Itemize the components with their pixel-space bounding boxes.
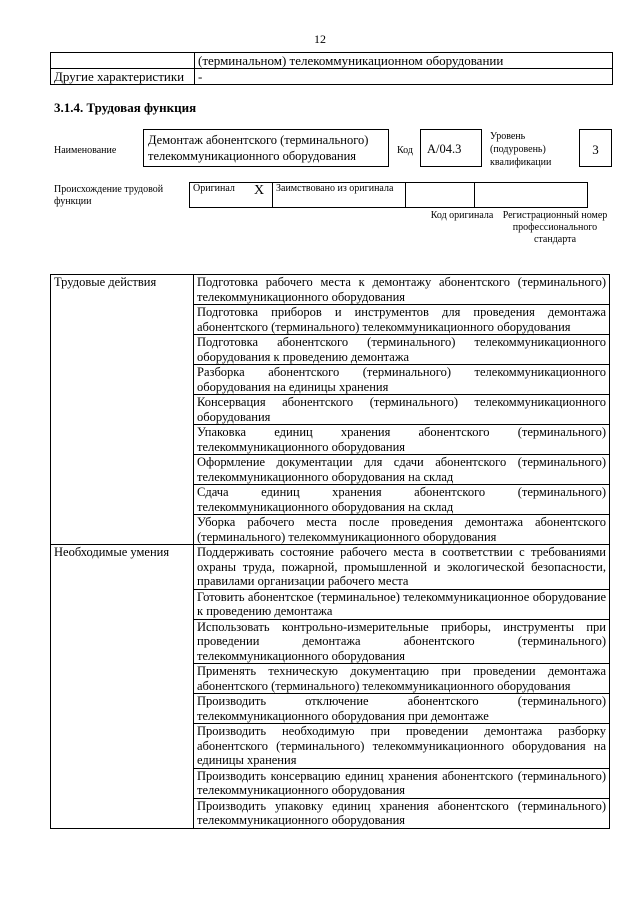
list-item: Консервация абонентского (терминального) телекоммуникационного оборудования [194, 395, 610, 425]
original-code-cell [406, 183, 475, 208]
labor-actions-label: Трудовые действия [51, 275, 194, 545]
characteristics-table [50, 52, 613, 85]
reg-caption: Регистрационный номер профессионального стандарта [502, 210, 608, 245]
borrowed-label: Заимствовано из оригинала [273, 183, 406, 208]
origin-table [189, 182, 588, 208]
list-item: Сдача единиц хранения абонентского (терминального) телекоммуникационного оборудования на склад [194, 485, 610, 515]
list-item: Разборка абонентского (терминального) телекоммуникационного оборудования на единицы хранения [194, 365, 610, 395]
level-label: Уровень (подуровень) квалификации [490, 131, 552, 168]
level-value-box: 3 [579, 129, 612, 167]
code-caption: Код оригинала [430, 210, 494, 221]
list-item: Производить консервацию единиц хранения абонентского (терминального) телекоммуникационного оборудования [194, 768, 610, 798]
table-cell: (терминальном) телекоммуникационном оборудовании [195, 53, 613, 69]
table-cell: Другие характеристики [51, 69, 195, 85]
skills-label: Необходимые умения [51, 545, 194, 829]
table-cell [51, 53, 195, 69]
list-item: Производить необходимую при проведении демонтажа разборку абонентского (терминального) телекоммуникационного оборудования на единицы хранения [194, 724, 610, 769]
table-row [51, 275, 610, 305]
page-number: 12 [314, 32, 326, 46]
function-name-box: Демонтаж абонентского (терминального) телекоммуникационного оборудования [143, 129, 389, 167]
list-item: Поддерживать состояние рабочего места в соответствии с требованиями охраны труда, пожарной, промышленной и экологической безопасности, правилами организации рабочего места [194, 545, 610, 590]
list-item: Готовить абонентское (терминальное) телекоммуникационное оборудование к проведению демонтажа [194, 589, 610, 619]
name-label: Наименование [54, 145, 117, 156]
list-item: Уборка рабочего места после проведения демонтажа абонентского (терминального) телекоммуникационного оборудования [194, 515, 610, 545]
code-value-box: A/04.3 [420, 129, 482, 167]
original-label: Оригинал [190, 183, 247, 208]
table-row [51, 545, 610, 590]
list-item: Упаковка единиц хранения абонентского (терминального) телекоммуникационного оборудования [194, 425, 610, 455]
list-item: Применять техническую документацию при проведении демонтажа абонентского (терминального) телекоммуникационного оборудования [194, 664, 610, 694]
original-mark: X [246, 183, 273, 208]
list-item: Подготовка приборов и инструментов для проведения демонтажа абонентского (терминального) телекоммуникационного оборудования [194, 305, 610, 335]
section-title: 3.1.4. Трудовая функция [54, 100, 197, 115]
list-item: Производить отключение абонентского (терминального) телекоммуникационного оборудования при демонтаже [194, 694, 610, 724]
table-row [190, 183, 588, 208]
list-item: Подготовка абонентского (терминального) телекоммуникационного оборудования к проведению демонтажа [194, 335, 610, 365]
table-cell: - [195, 69, 613, 85]
list-item: Использовать контрольно-измерительные приборы, инструменты при проведении демонтажа абонентского (терминального) телекоммуникационного оборудования [194, 619, 610, 664]
function-content-table [50, 274, 610, 829]
reg-number-cell [475, 183, 588, 208]
code-label: Код [397, 145, 413, 156]
list-item: Производить упаковку единиц хранения абонентского (терминального) телекоммуникационного оборудования [194, 798, 610, 828]
list-item: Подготовка рабочего места к демонтажу абонентского (терминального) телекоммуникационного оборудования [194, 275, 610, 305]
table-row [51, 69, 613, 85]
table-row [51, 53, 613, 69]
list-item: Оформление документации для сдачи абонентского (терминального) телекоммуникационного оборудования на склад [194, 455, 610, 485]
origin-label: Происхождение трудовой функции [54, 184, 164, 207]
